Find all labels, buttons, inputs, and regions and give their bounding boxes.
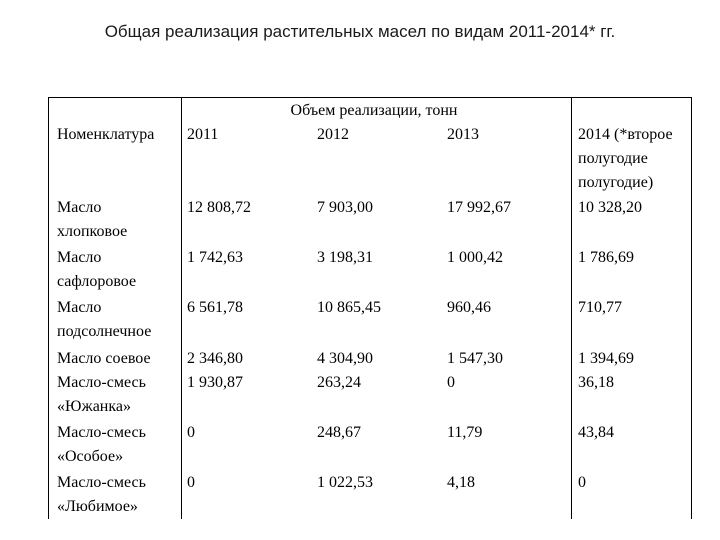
header-nomenclature: Номенклатура [57, 126, 155, 143]
row-name: Масло-смесь [57, 424, 146, 441]
value-cell: 1 394,69 [578, 350, 634, 367]
row-name: «Южанка» [57, 398, 131, 415]
value-cell: 3 198,31 [317, 249, 373, 266]
value-cell: 4,18 [447, 474, 475, 491]
group-header: Объем реализации, тонн [290, 102, 458, 119]
value-cell: 0 [447, 374, 455, 391]
row-name: Масло-смесь [57, 374, 146, 391]
value-cell: 0 [187, 424, 195, 441]
header-year-2012: 2012 [317, 126, 349, 143]
value-cell: 7 903,00 [317, 199, 373, 216]
row-name: Масло соевое [57, 350, 151, 367]
value-cell: 1 547,30 [447, 350, 503, 367]
value-cell: 2 346,80 [187, 350, 243, 367]
row-name: «Любимое» [57, 498, 138, 515]
value-cell: 960,46 [447, 299, 491, 316]
header-year-2013: 2013 [447, 126, 479, 143]
value-cell: 0 [187, 474, 195, 491]
value-cell: 12 808,72 [187, 199, 251, 216]
row-name: «Особое» [57, 448, 124, 465]
header-year-2011: 2011 [187, 126, 219, 143]
row-name: Масло [57, 249, 102, 266]
value-cell: 710,77 [578, 299, 622, 316]
value-cell: 10 328,20 [578, 199, 642, 216]
table-divider [181, 98, 182, 519]
value-cell: 1 742,63 [187, 249, 243, 266]
value-cell: 248,67 [317, 424, 361, 441]
header-year-2014-line1: 2014 (*второе [578, 126, 673, 143]
row-name: Масло [57, 199, 102, 216]
table-divider [571, 98, 572, 519]
value-cell: 4 304,90 [317, 350, 373, 367]
value-cell: 1 786,69 [578, 249, 634, 266]
header-year-2014-line2: полугодие [578, 150, 648, 167]
row-name: Масло-смесь [57, 474, 146, 491]
value-cell: 10 865,45 [317, 299, 381, 316]
value-cell: 1 022,53 [317, 474, 373, 491]
row-name: сафлоровое [57, 273, 137, 290]
row-name: подсолнечное [57, 323, 152, 340]
value-cell: 1 930,87 [187, 374, 243, 391]
value-cell: 0 [578, 474, 586, 491]
value-cell: 1 000,42 [447, 249, 503, 266]
value-cell: 6 561,78 [187, 299, 243, 316]
sales-table [48, 97, 692, 519]
value-cell: 11,79 [447, 424, 483, 441]
value-cell: 43,84 [578, 424, 614, 441]
row-name: хлопковое [57, 223, 128, 240]
value-cell: 36,18 [578, 374, 614, 391]
value-cell: 17 992,67 [447, 199, 511, 216]
header-year-2014-line3: полугодие) [578, 174, 654, 191]
page-title: Общая реализация растительных масел по видам 2011-2014* гг. [104, 22, 616, 41]
value-cell: 263,24 [317, 374, 361, 391]
row-name: Масло [57, 299, 102, 316]
